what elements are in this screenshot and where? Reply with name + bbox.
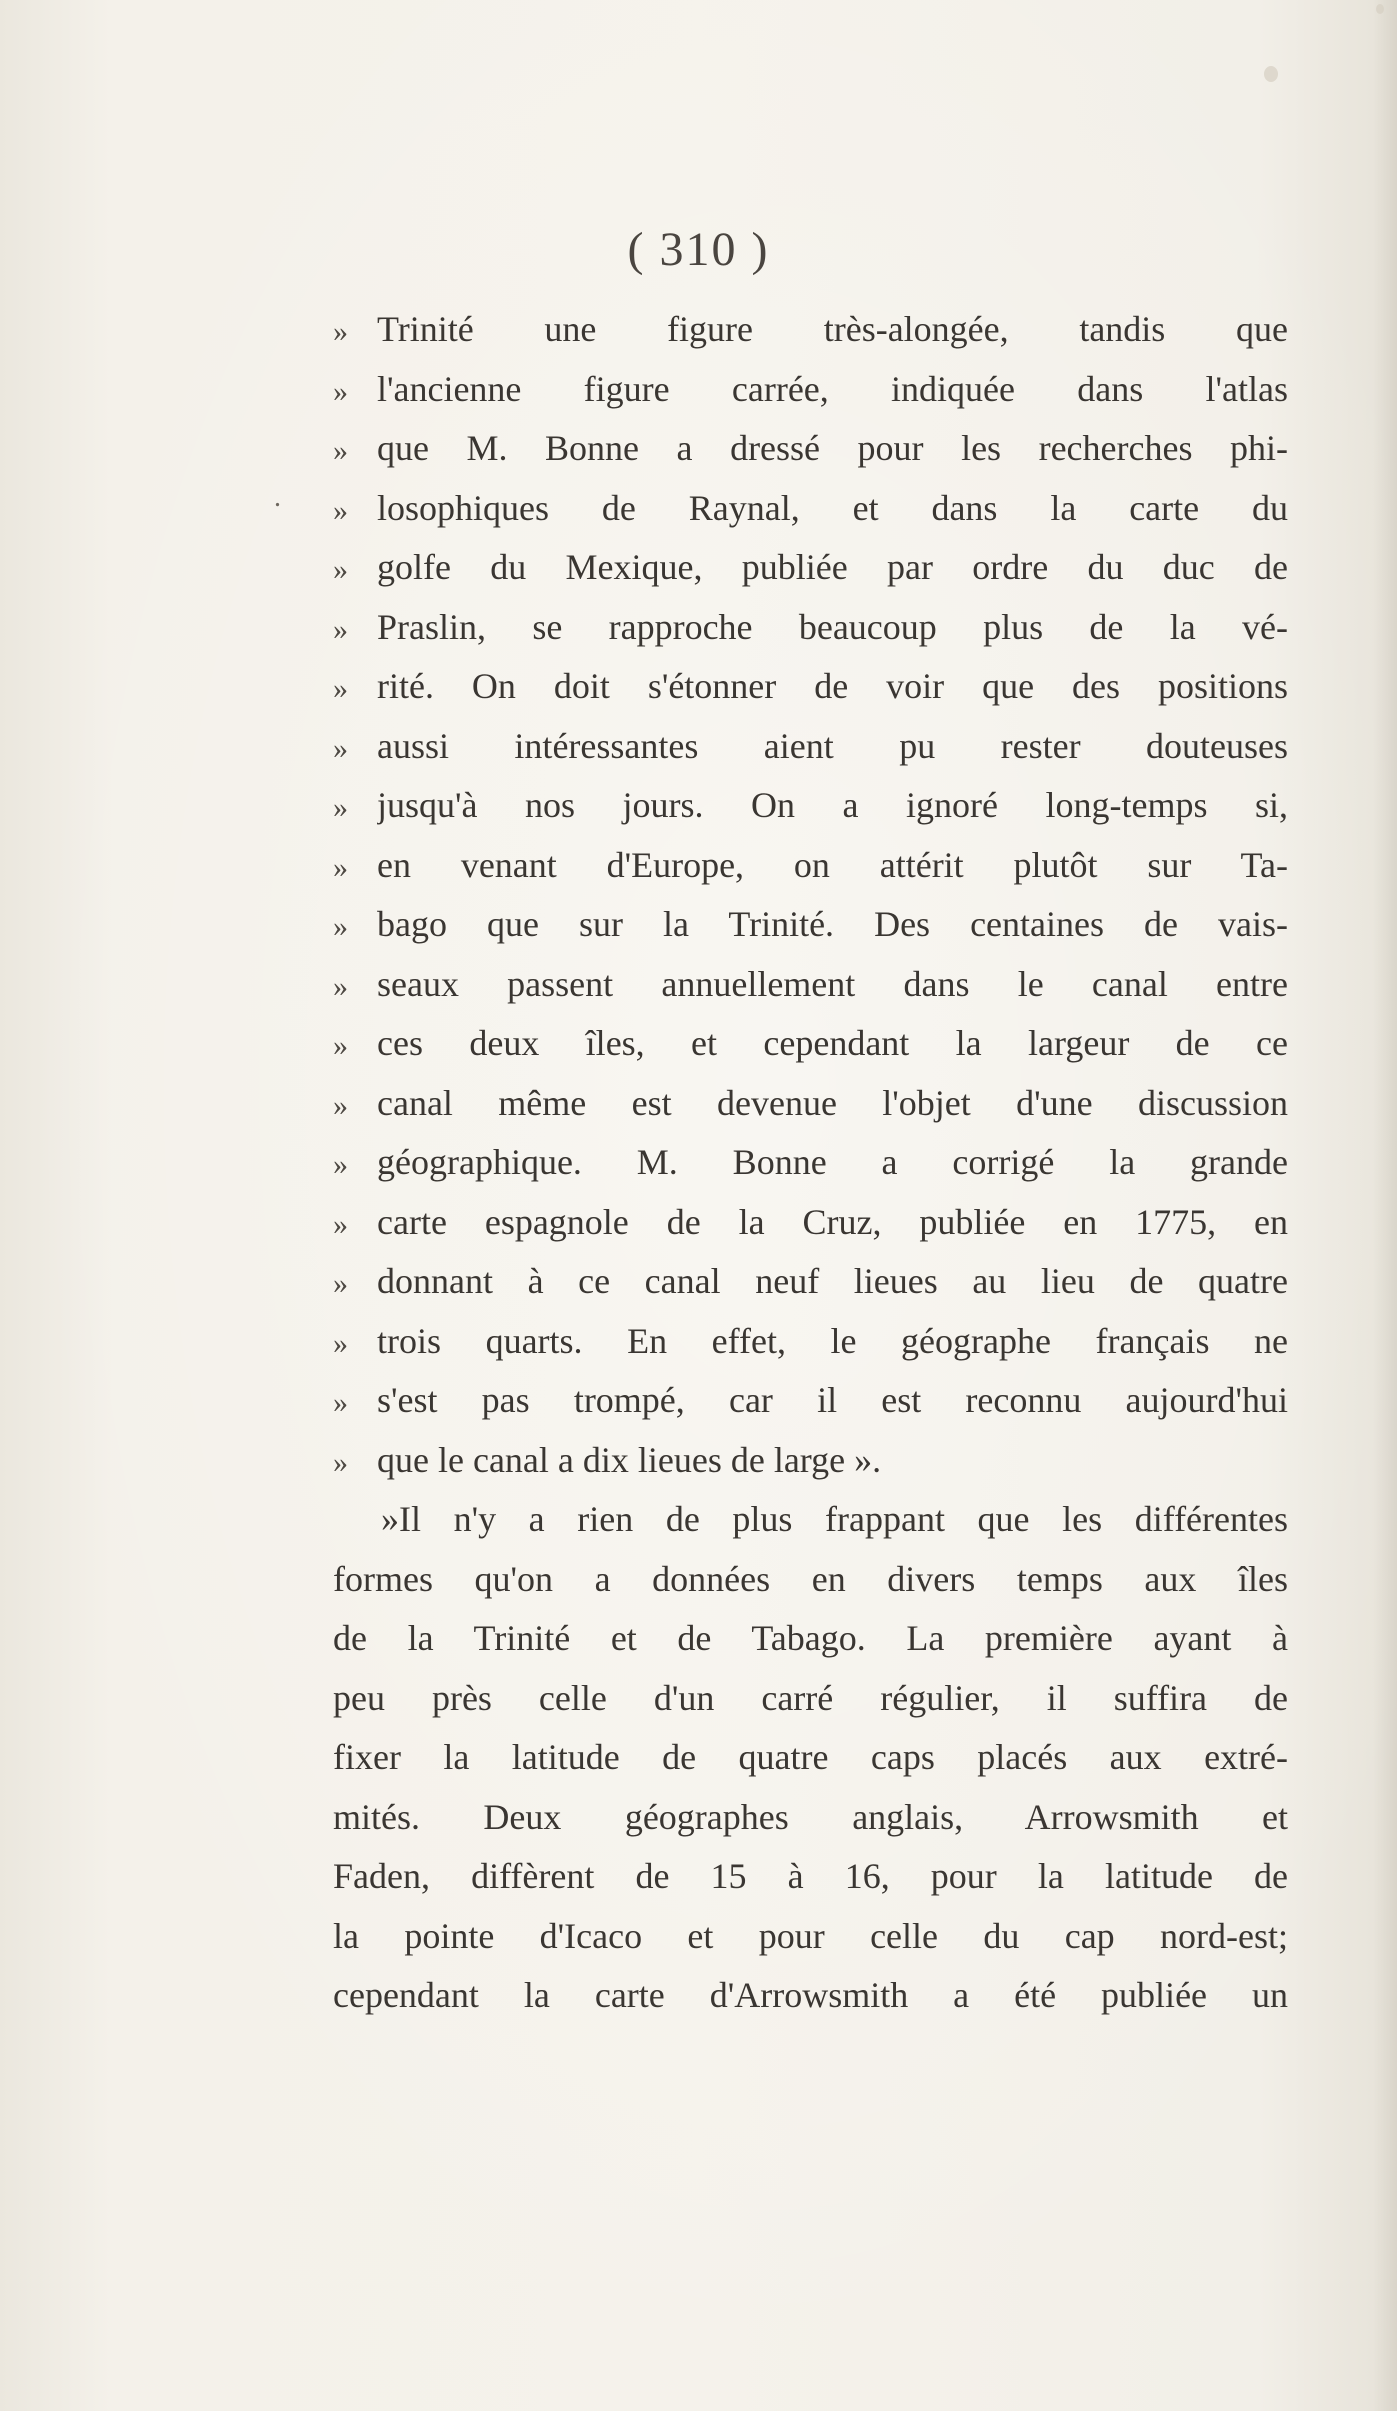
quote-mark: » bbox=[333, 1029, 348, 1062]
quoted-line bbox=[333, 1431, 1288, 1491]
quoted-line bbox=[333, 1074, 1288, 1134]
quote-mark: » bbox=[333, 731, 348, 765]
quote-mark: » bbox=[333, 1445, 348, 1479]
quoted-line-text: bago que sur la Trinité. Des centaines de vais- bbox=[377, 904, 1288, 944]
quoted-line bbox=[333, 538, 1288, 598]
quoted-line bbox=[333, 360, 1288, 420]
quoted-line-text: donnant à ce canal neuf lieues au lieu de quatre bbox=[377, 1261, 1288, 1301]
quoted-line-text: trois quarts. En effet, le géographe français ne bbox=[377, 1320, 1288, 1361]
paragraph-line bbox=[333, 1669, 1288, 1729]
paragraph-line bbox=[333, 1847, 1288, 1907]
quote-mark: » bbox=[333, 493, 348, 527]
paragraph-line-text: formes qu'on a données en divers temps aux îles bbox=[333, 1558, 1288, 1599]
quote-mark: » bbox=[333, 1207, 348, 1241]
quoted-line bbox=[333, 657, 1288, 717]
quote-mark: » bbox=[333, 850, 348, 884]
page-edge-shadow bbox=[1373, 0, 1397, 2411]
quoted-line-text: géographique. M. Bonne a corrigé la grande bbox=[377, 1142, 1288, 1182]
quoted-line bbox=[333, 955, 1288, 1015]
quoted-line bbox=[333, 1312, 1288, 1372]
paragraph-line-text: peu près celle d'un carré régulier, il suffira de bbox=[333, 1677, 1288, 1718]
quoted-line bbox=[333, 717, 1288, 777]
paragraph-line-text: de la Trinité et de Tabago. La première ayant à bbox=[333, 1618, 1288, 1658]
quoted-line-text: l'ancienne figure carrée, indiquée dans l'atlas bbox=[377, 368, 1288, 409]
quoted-line-text: seaux passent annuellement dans le canal entre bbox=[377, 963, 1288, 1004]
paragraph-line bbox=[333, 1550, 1288, 1610]
quoted-line bbox=[333, 895, 1288, 955]
paragraph-line bbox=[333, 1609, 1288, 1669]
quote-mark: » bbox=[333, 1386, 348, 1419]
paragraph-line bbox=[333, 1907, 1288, 1967]
quoted-line-text: ces deux îles, et cependant la largeur de ce bbox=[377, 1023, 1288, 1063]
quoted-line-text: losophiques de Raynal, et dans la carte du bbox=[377, 487, 1288, 528]
quoted-line bbox=[333, 479, 1288, 539]
paragraph-line-text: mités. Deux géographes anglais, Arrowsmith et bbox=[333, 1796, 1288, 1837]
quote-mark: » bbox=[333, 434, 348, 467]
quoted-line bbox=[333, 1014, 1288, 1074]
quoted-line-text: que M. Bonne a dressé pour les recherches phi- bbox=[377, 428, 1288, 468]
quoted-line-text: golfe du Mexique, publiée par ordre du duc de bbox=[377, 547, 1288, 587]
paragraph-line bbox=[333, 1788, 1288, 1848]
quoted-line-text: aussi intéressantes aient pu rester douteuses bbox=[377, 725, 1288, 766]
quoted-line bbox=[333, 1252, 1288, 1312]
quoted-line bbox=[333, 1193, 1288, 1253]
quoted-line-text: Praslin, se rapproche beaucoup plus de la vé- bbox=[377, 606, 1288, 647]
quoted-line bbox=[333, 836, 1288, 896]
quote-mark: » bbox=[333, 1267, 348, 1300]
body-text bbox=[333, 300, 1288, 2026]
quote-mark: » bbox=[333, 374, 348, 408]
quote-mark: » bbox=[333, 1326, 348, 1360]
paragraph-line bbox=[333, 1728, 1288, 1788]
paragraph-line-text: la pointe d'Icaco et pour celle du cap nord-est; bbox=[333, 1915, 1288, 1956]
quoted-line-text: carte espagnole de la Cruz, publiée en 1775, en bbox=[377, 1201, 1288, 1242]
quoted-line bbox=[333, 300, 1288, 360]
quoted-line-text: jusqu'à nos jours. On a ignoré long-temps si, bbox=[377, 785, 1288, 825]
margin-dot: . bbox=[274, 482, 281, 513]
paper-spot bbox=[1376, 4, 1384, 14]
quote-mark: » bbox=[333, 1088, 348, 1122]
quote-mark: » bbox=[333, 910, 348, 943]
quote-mark: » bbox=[333, 315, 348, 348]
quote-mark: » bbox=[333, 969, 348, 1003]
quoted-line bbox=[333, 598, 1288, 658]
paragraph-line-text: fixer la latitude de quatre caps placés aux extré- bbox=[333, 1737, 1288, 1777]
quoted-line-text: rité. On doit s'étonner de voir que des positions bbox=[377, 666, 1288, 706]
quoted-line-text: canal même est devenue l'objet d'une discussion bbox=[377, 1082, 1288, 1123]
paragraph-line-text: Faden, diffèrent de 15 à 16, pour la latitude de bbox=[333, 1856, 1288, 1896]
paper-spot bbox=[1264, 66, 1278, 82]
paragraph-line-text: cependant la carte d'Arrowsmith a été publiée un bbox=[333, 1975, 1288, 2015]
page-number: ( 310 ) bbox=[627, 223, 770, 276]
quoted-line-text: Trinité une figure très-alongée, tandis que bbox=[377, 309, 1288, 349]
paragraph-line bbox=[333, 1966, 1288, 2026]
quote-mark: » bbox=[333, 1148, 348, 1181]
paragraph-line bbox=[333, 1490, 1288, 1550]
quote-mark: » bbox=[333, 672, 348, 705]
quote-mark: » bbox=[333, 612, 348, 646]
quoted-line-text: que le canal a dix lieues de large ». bbox=[377, 1439, 882, 1480]
paragraph-line-text: »Il n'y a rien de plus frappant que les différentes bbox=[381, 1499, 1288, 1539]
quoted-line-text: en venant d'Europe, on attérit plutôt sur Ta- bbox=[377, 844, 1288, 885]
quote-mark: » bbox=[333, 791, 348, 824]
quoted-line-text: s'est pas trompé, car il est reconnu aujourd'hui bbox=[377, 1380, 1288, 1420]
quoted-line bbox=[333, 419, 1288, 479]
quoted-line bbox=[333, 776, 1288, 836]
quoted-line bbox=[333, 1133, 1288, 1193]
quoted-line bbox=[333, 1371, 1288, 1431]
quote-mark: » bbox=[333, 553, 348, 586]
